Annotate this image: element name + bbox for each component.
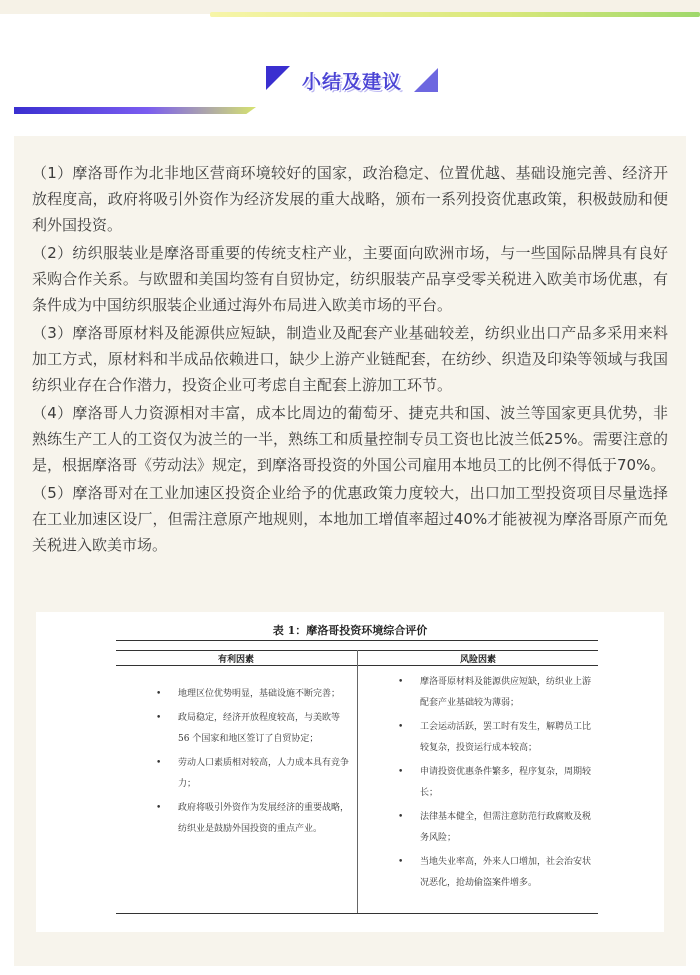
paragraph-list [32,160,668,560]
evaluation-table [36,612,664,932]
favorable-factors-list [156,684,352,843]
list-item: • 政府将吸引外资作为发展经济的重要战略，纺织业是鼓励外国投资的重点产业。 [156,798,352,840]
accent-bar [14,107,256,114]
top-gradient-bar [210,12,700,17]
section-title: 小结及建议 [301,71,402,93]
column-header-risk: 风险因素 [459,655,496,665]
paragraph-2: （2）纺织服装业是摩洛哥重要的传统支柱产业，主要面向欧洲市场，与一些国际品牌具有良好采购合作关系。与欧盟和美国均签有自贸协定，纺织服装产品享受零关税进入欧美市场优惠，有条件成为中国纺织服装企业通过海外布局进入欧美市场的平台。 [32,244,668,314]
table-top-rule [116,640,598,641]
list-item: • 政局稳定，经济开放程度较高，与美欧等 56 个国家和地区签订了自贸协定； [156,708,352,750]
table-title: 表 1：摩洛哥投资环境综合评价 [272,624,428,637]
list-item: • 工会运动活跃，罢工时有发生，解聘员工比较复杂，投资运行成本较高； [398,717,598,759]
section-heading [266,64,438,94]
paragraph-5: （5）摩洛哥对在工业加速区投资企业给予的优惠政策力度较大，出口加工型投资项目尽量选择在工业加速区设厂，但需注意原产地规则，本地加工增值率超过40%才能被视为摩洛哥原产而免关税进入欧美市场。 [32,484,668,554]
table-bottom-rule [116,913,598,914]
paragraph-3: （3）摩洛哥原材料及能源供应短缺，制造业及配套产业基础较差，纺织业出口产品多采用来料加工方式，原材料和半成品依赖进口，缺少上游产业链配套，在纺纱、织造及印染等领域与我国纺织业存在合作潜力，投资企业可考虑自主配套上游加工环节。 [32,324,668,394]
table-column-divider [357,650,358,913]
list-item: • 法律基本健全，但需注意防范行政腐败及税务风险； [398,807,598,849]
list-item: • 申请投资优惠条件繁多，程序复杂，周期较长； [398,762,598,804]
column-header-favorable: 有利因素 [217,655,254,665]
list-item: • 地理区位优势明显，基础设施不断完善； [156,684,352,705]
paragraph-4: （4）摩洛哥人力资源相对丰富，成本比周边的葡萄牙、捷克共和国、波兰等国家更具优势，非熟练生产工人的工资仅为波兰的一半，熟练工和质量控制专员工资也比波兰低25%。需要注意的是，根据摩洛哥《劳动法》规定，到摩洛哥投资的外国公司雇用本地员工的比例不得低于70%。 [32,404,668,474]
paragraph-1: （1）摩洛哥作为北非地区营商环境较好的国家，政治稳定、位置优越、基础设施完善、经济开放程度高，政府将吸引外资作为经济发展的重大战略，颁布一系列投资优惠政策，积极鼓励和便利外国投资。 [32,164,668,234]
list-item: • 劳动人口素质相对较高，人力成本具有竞争力； [156,753,352,795]
list-item: • 当地失业率高，外来人口增加，社会治安状况恶化，抢劫偷盗案件增多。 [398,852,598,894]
risk-factors-list [398,672,598,897]
list-item: • 摩洛哥原材料及能源供应短缺，纺织业上游配套产业基础较为薄弱； [398,672,598,714]
